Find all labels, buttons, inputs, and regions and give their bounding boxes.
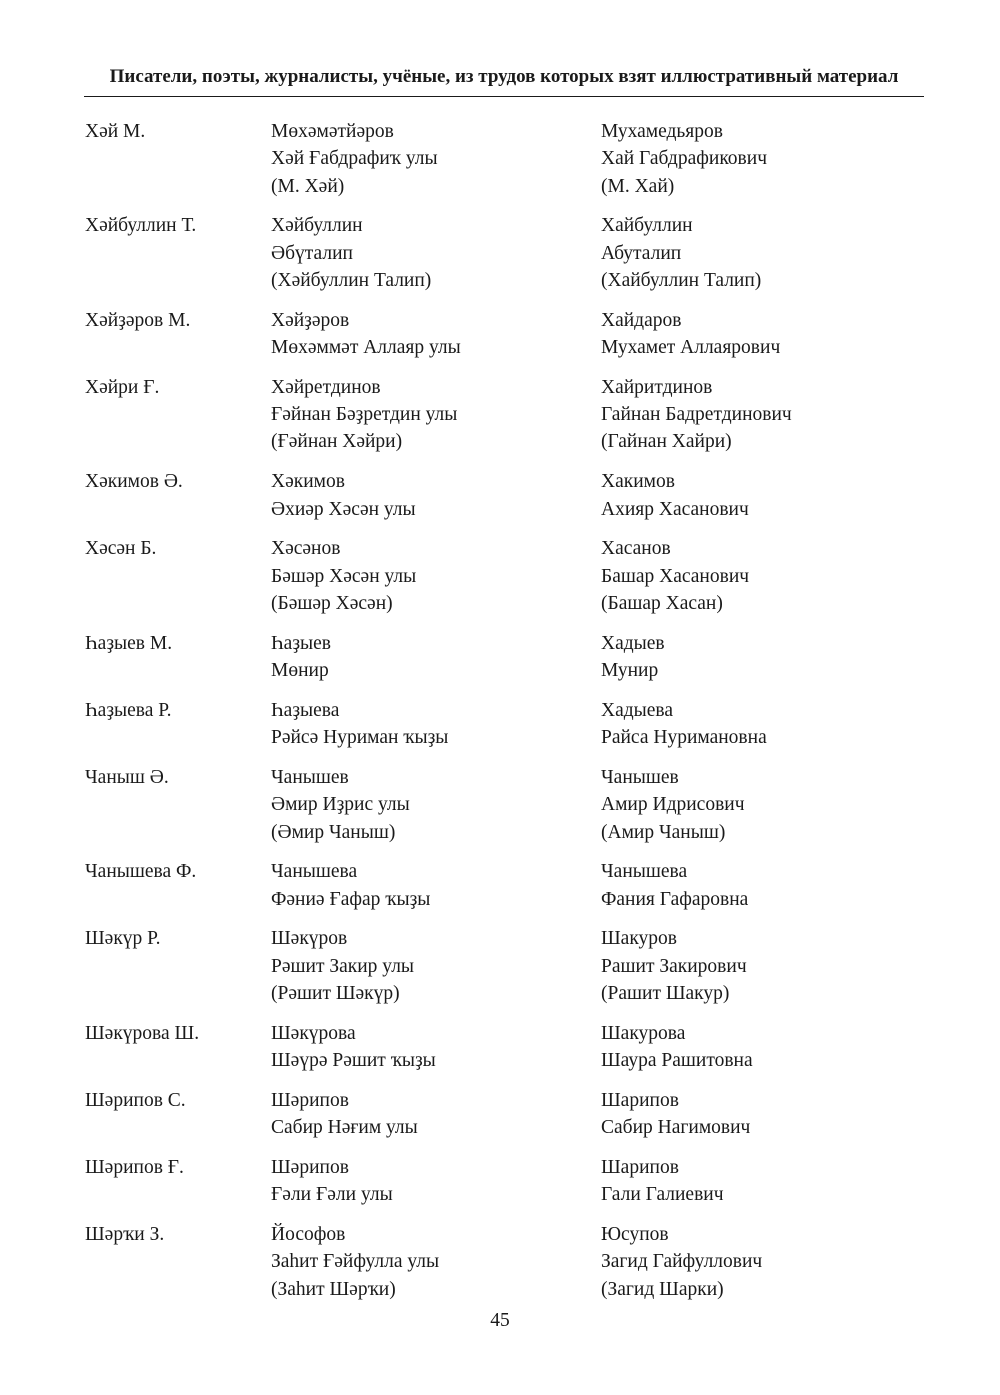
author-list <box>0 118 1000 1315</box>
russian-name-line: Мунир <box>601 660 659 682</box>
russian-name-line: (М. Хай) <box>601 175 675 197</box>
bashkir-name-line: (Әмир Чаныш) <box>271 821 396 843</box>
russian-name-line: Шакурова <box>601 1022 686 1044</box>
russian-name-line: Чанышева <box>601 861 688 883</box>
bashkir-name-line: Әмир Иҙрис улы <box>271 794 410 816</box>
author-russian-name <box>601 1221 931 1303</box>
author-russian-name <box>601 630 931 685</box>
bashkir-name-line: (Бәшәр Хәсән) <box>271 592 393 614</box>
russian-name-line: (Гайнан Хайри) <box>601 431 732 453</box>
russian-name-line: Сабир Нагимович <box>601 1117 751 1139</box>
author-entry <box>0 212 1000 294</box>
author-bashkir-name <box>271 858 601 913</box>
russian-name-line: (Загид Шарки) <box>601 1278 724 1300</box>
author-russian-name <box>601 374 931 456</box>
author-short-name: Һаҙыева Р. <box>85 699 172 721</box>
author-short-name: Шәрипов С. <box>85 1089 186 1111</box>
author-short-name: Хәйбуллин Т. <box>85 215 197 237</box>
author-russian-name <box>601 858 931 913</box>
author-entry <box>0 925 1000 1007</box>
author-short-name: Шәрипов Ғ. <box>85 1157 184 1178</box>
russian-name-line: Хай Габдрафикович <box>601 148 768 170</box>
author-russian-name <box>601 535 931 617</box>
russian-name-line: Шарипов <box>601 1089 679 1111</box>
author-short-name: Шәкүрова Ш. <box>85 1022 200 1044</box>
author-short-name: Хәйри Ғ. <box>85 376 160 398</box>
bashkir-name-line: Сабир Нәғим улы <box>271 1117 418 1139</box>
author-short-name: Чаныш Ә. <box>85 766 169 788</box>
author-entry <box>0 1221 1000 1303</box>
bashkir-name-line: Ғәйнан Бәҙретдин улы <box>271 404 458 426</box>
author-russian-name <box>601 118 931 200</box>
author-entry <box>0 118 1000 200</box>
author-russian-name <box>601 1154 931 1209</box>
author-russian-name <box>601 468 931 523</box>
russian-name-line: Райса Нуримановна <box>601 727 767 749</box>
author-bashkir-name <box>271 118 601 200</box>
author-entry <box>0 1020 1000 1075</box>
bashkir-name-line: Рәйсә Нуриман ҡыҙы <box>271 727 449 749</box>
bashkir-name-line: Чанышев <box>271 766 349 788</box>
page-header-title: Писатели, поэты, журналисты, учёные, из трудов которых взят иллюстративный материал <box>109 66 899 87</box>
author-bashkir-name <box>271 307 601 362</box>
bashkir-name-line: Хәй Ғабдрафиҡ улы <box>271 148 438 170</box>
author-russian-name <box>601 1020 931 1075</box>
author-bashkir-name <box>271 1154 601 1209</box>
author-bashkir-name <box>271 535 601 617</box>
russian-name-line: Шакуров <box>601 928 677 950</box>
bashkir-name-line: Шәүрә Рәшит ҡыҙы <box>271 1050 436 1072</box>
author-entry <box>0 307 1000 362</box>
author-entry <box>0 630 1000 685</box>
bashkir-name-line: Мөхәмәтйәров <box>271 121 394 142</box>
author-russian-name <box>601 212 931 294</box>
bashkir-name-line: Мөнир <box>271 660 329 682</box>
russian-name-line: Хайбуллин <box>601 215 693 237</box>
russian-name-line: Мухамет Аллаярович <box>601 337 781 359</box>
author-russian-name <box>601 925 931 1007</box>
bashkir-name-line: Һаҙыева <box>271 699 340 721</box>
bashkir-name-line: Әхиәр Хәсән улы <box>271 498 416 520</box>
author-bashkir-name <box>271 764 601 846</box>
russian-name-line: Хайритдинов <box>601 376 713 398</box>
russian-name-line: Юсупов <box>601 1224 669 1246</box>
author-bashkir-name <box>271 468 601 523</box>
author-bashkir-name <box>271 1221 601 1303</box>
bashkir-name-line: Хәкимов <box>271 471 345 493</box>
bashkir-name-line: (Заһит Шәрҡи) <box>271 1278 396 1300</box>
bashkir-name-line: Мөхәммәт Аллаяр улы <box>271 337 461 359</box>
bashkir-name-line: Фәниә Ғафар ҡыҙы <box>271 888 431 910</box>
author-russian-name <box>601 764 931 846</box>
russian-name-line: Хакимов <box>601 471 675 493</box>
russian-name-line: Башар Хасанович <box>601 565 750 587</box>
russian-name-line: Хайдаров <box>601 309 682 331</box>
author-entry <box>0 374 1000 456</box>
bashkir-name-line: Заһит Ғәйфулла улы <box>271 1251 440 1273</box>
bashkir-name-line: (Ғәйнан Хәйри) <box>271 431 403 453</box>
bashkir-name-line: Рәшит Закир улы <box>271 955 415 977</box>
russian-name-line: Шарипов <box>601 1157 679 1178</box>
bashkir-name-line: Ғәли Ғәли улы <box>271 1184 393 1206</box>
russian-name-line: Хадыев <box>601 632 665 654</box>
bashkir-name-line: Йософов <box>271 1224 346 1246</box>
author-bashkir-name <box>271 1087 601 1142</box>
author-bashkir-name <box>271 630 601 685</box>
author-entry <box>0 468 1000 523</box>
russian-name-line: Шаура Рашитовна <box>601 1050 753 1072</box>
author-entry <box>0 697 1000 752</box>
russian-name-line: (Хайбуллин Талип) <box>601 269 762 291</box>
author-short-name: Хәй М. <box>85 121 146 142</box>
russian-name-line: Хасанов <box>601 538 671 560</box>
russian-name-line: Хадыева <box>601 699 674 721</box>
bashkir-name-line: Бәшәр Хәсән улы <box>271 565 417 587</box>
russian-name-line: Абуталип <box>601 242 682 264</box>
russian-name-line: Гали Галиевич <box>601 1184 724 1206</box>
bashkir-name-line: (Рәшит Шәкүр) <box>271 983 400 1005</box>
author-entry <box>0 858 1000 913</box>
bashkir-name-line: Шәкүров <box>271 928 348 950</box>
author-entry <box>0 1087 1000 1142</box>
author-bashkir-name <box>271 925 601 1007</box>
author-short-name: Чанышева Ф. <box>85 861 197 883</box>
russian-name-line: Рашит Закирович <box>601 955 747 977</box>
bashkir-name-line: (Хәйбуллин Талип) <box>271 269 432 291</box>
author-russian-name <box>601 697 931 752</box>
author-bashkir-name <box>271 374 601 456</box>
author-russian-name <box>601 307 931 362</box>
author-entry <box>0 535 1000 617</box>
author-short-name: Шәкүр Р. <box>85 928 161 950</box>
page-number: 45 <box>490 1310 510 1331</box>
bashkir-name-line: Чанышева <box>271 861 358 883</box>
author-short-name: Шәрҡи З. <box>85 1224 165 1246</box>
author-bashkir-name <box>271 212 601 294</box>
russian-name-line: Чанышев <box>601 766 679 788</box>
bashkir-name-line: Хәсәнов <box>271 538 341 560</box>
bashkir-name-line: Шәрипов <box>271 1089 349 1111</box>
russian-name-line: Ахияр Хасанович <box>601 498 749 520</box>
russian-name-line: Гайнан Бадретдинович <box>601 404 792 426</box>
author-russian-name <box>601 1087 931 1142</box>
header-rule <box>84 96 924 97</box>
author-short-name: Хәсән Б. <box>85 538 157 560</box>
russian-name-line: Амир Идрисович <box>601 794 745 816</box>
author-entry <box>0 764 1000 846</box>
bashkir-name-line: Шәрипов <box>271 1157 349 1178</box>
bashkir-name-line: Шәкүрова <box>271 1022 356 1044</box>
bashkir-name-line: Хәйбуллин <box>271 215 363 237</box>
russian-name-line: Загид Гайфуллович <box>601 1251 763 1273</box>
russian-name-line: Мухамедьяров <box>601 121 723 142</box>
author-bashkir-name <box>271 1020 601 1075</box>
bashkir-name-line: (М. Хәй) <box>271 175 345 197</box>
russian-name-line: (Амир Чаныш) <box>601 821 726 843</box>
russian-name-line: (Рашит Шакур) <box>601 983 730 1005</box>
author-entry <box>0 1154 1000 1209</box>
russian-name-line: (Башар Хасан) <box>601 592 723 614</box>
author-short-name: Хәкимов Ә. <box>85 471 183 493</box>
author-bashkir-name <box>271 697 601 752</box>
bashkir-name-line: Хәйретдинов <box>271 376 381 398</box>
author-short-name: Хәйҙәров М. <box>85 309 191 331</box>
bashkir-name-line: Әбүталип <box>271 242 353 264</box>
bashkir-name-line: Хәйҙәров <box>271 309 350 331</box>
author-short-name: Һаҙыев М. <box>85 632 173 654</box>
bashkir-name-line: Һаҙыев <box>271 632 331 654</box>
russian-name-line: Фания Гафаровна <box>601 888 749 910</box>
